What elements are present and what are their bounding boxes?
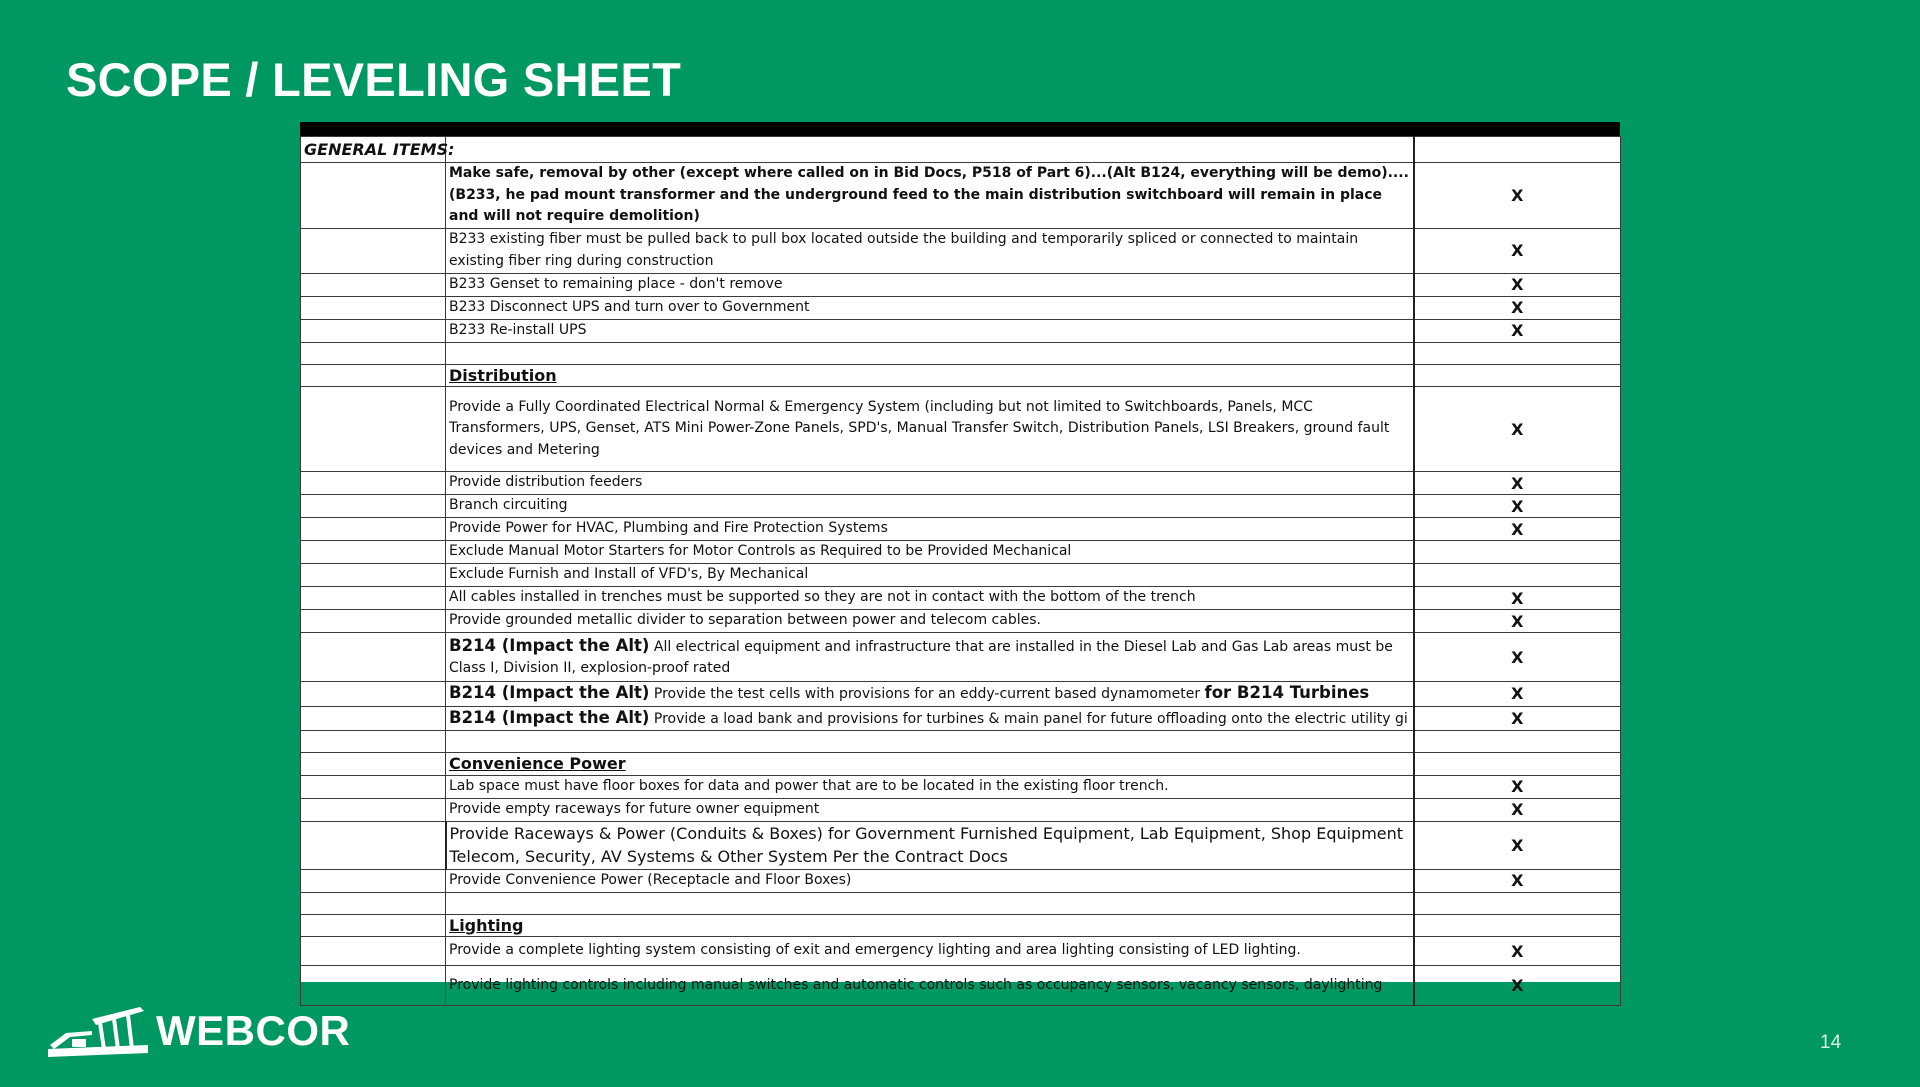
label-cell	[301, 892, 446, 914]
scope-mark	[1414, 564, 1621, 587]
table-row	[301, 798, 1621, 821]
table-row	[301, 319, 1621, 342]
scope-mark: X	[1414, 869, 1621, 892]
page-number: 14	[1820, 1032, 1842, 1053]
scope-description: Provide a Fully Coordinated Electrical Normal & Emergency System (including but not limited to Switchboards, Panels, MCC Transformers, UPS, Genset, ATS Mini Power-Zone Panels, SPD's, Manual Transfer Switch, Distribution Panels, LSI Breakers, ground fault devices and Metering	[446, 387, 1414, 472]
scope-mark: X	[1414, 966, 1621, 1006]
scope-description	[446, 706, 1414, 731]
scope-description: Branch circuiting	[446, 495, 1414, 518]
label-cell	[301, 273, 446, 296]
scope-mark	[1414, 892, 1621, 914]
scope-mark: X	[1414, 273, 1621, 296]
table-row	[301, 892, 1621, 914]
label-cell	[301, 518, 446, 541]
scope-description: Provide Convenience Power (Receptacle and Floor Boxes)	[446, 869, 1414, 892]
scope-mark: X	[1414, 706, 1621, 731]
table-row	[301, 937, 1621, 966]
webcor-logo	[48, 1005, 350, 1057]
scope-mark: X	[1414, 633, 1621, 682]
table-row	[301, 273, 1621, 296]
scope-description: Exclude Furnish and Install of VFD's, By Mechanical	[446, 564, 1414, 587]
table-row	[301, 228, 1621, 273]
scope-mark: X	[1414, 682, 1621, 707]
impact-text: Provide a load bank and provisions for turbines & main panel for future offloading onto the electric utility gi	[649, 710, 1408, 727]
label-cell	[301, 914, 446, 937]
section-heading: Lighting	[446, 914, 1414, 937]
impact-prefix: B214 (Impact the Alt)	[449, 683, 650, 702]
section-heading: Distribution	[446, 364, 1414, 387]
scope-mark: X	[1414, 937, 1621, 966]
table-row	[301, 387, 1621, 472]
scope-description: Exclude Manual Motor Starters for Motor Controls as Required to be Provided Mechanical	[446, 541, 1414, 564]
scope-mark	[1414, 541, 1621, 564]
general-items-label: GENERAL ITEMS:	[301, 137, 446, 163]
slide-title: SCOPE / LEVELING SHEET	[66, 53, 682, 106]
scope-description: Lab space must have floor boxes for data and power that are to be located in the existing floor trench.	[446, 775, 1414, 798]
scope-description: B233 Re-install UPS	[446, 319, 1414, 342]
header-row	[301, 137, 1621, 163]
label-cell	[301, 753, 446, 776]
scope-description: Provide distribution feeders	[446, 472, 1414, 495]
scope-description	[446, 633, 1414, 682]
label-cell	[301, 364, 446, 387]
scope-table	[300, 136, 1621, 1006]
table-row	[301, 364, 1621, 387]
label-cell	[301, 731, 446, 753]
table-row	[301, 753, 1621, 776]
scope-description: Provide empty raceways for future owner equipment	[446, 798, 1414, 821]
scope-description: Make safe, removal by other (except where called on in Bid Docs, P518 of Part 6)...(Alt B124, everything will be demo)....(B233, he pad mount transformer and the underground feed to the main distribution switchboard will remain in place and will not require demolition)	[446, 163, 1414, 229]
table-row	[301, 682, 1621, 707]
scope-mark: X	[1414, 163, 1621, 229]
impact-text: Provide the test cells with provisions for an eddy-current based dynamometer	[649, 686, 1205, 702]
scope-mark: X	[1414, 228, 1621, 273]
scope-mark: X	[1414, 319, 1621, 342]
label-cell	[301, 798, 446, 821]
scope-description	[446, 342, 1414, 364]
label-cell	[301, 610, 446, 633]
scope-description	[446, 682, 1414, 707]
label-cell	[301, 228, 446, 273]
scope-description: All cables installed in trenches must be supported so they are not in contact with the bottom of the trench	[446, 587, 1414, 610]
scope-description: Provide a complete lighting system consisting of exit and emergency lighting and area lighting consisting of LED lighting.	[446, 937, 1414, 966]
scope-mark	[1414, 914, 1621, 937]
table-row	[301, 914, 1621, 937]
scope-description: Provide Raceways & Power (Conduits & Boxes) for Government Furnished Equipment, Lab Equipment, Shop Equipment Telecom, Security, AV Systems & Other System Per the Contract Docs	[446, 821, 1414, 869]
section-heading: Convenience Power	[446, 753, 1414, 776]
table-row	[301, 541, 1621, 564]
table-row	[301, 296, 1621, 319]
scope-description: Provide grounded metallic divider to separation between power and telecom cables.	[446, 610, 1414, 633]
table-row	[301, 495, 1621, 518]
scope-mark: X	[1414, 387, 1621, 472]
label-cell	[301, 587, 446, 610]
label-cell	[301, 706, 446, 731]
scope-description: B233 existing fiber must be pulled back to pull box located outside the building and temporarily spliced or connected to maintain existing fiber ring during construction	[446, 228, 1414, 273]
scope-mark: X	[1414, 495, 1621, 518]
logo-wordmark: WEBCOR	[156, 1007, 351, 1054]
impact-prefix: B214 (Impact the Alt)	[449, 635, 650, 655]
scope-mark: X	[1414, 798, 1621, 821]
label-cell	[301, 937, 446, 966]
label-cell	[301, 821, 446, 869]
scope-mark: X	[1414, 587, 1621, 610]
scope-description: B233 Genset to remaining place - don't remove	[446, 273, 1414, 296]
scope-mark: X	[1414, 821, 1621, 869]
table-row	[301, 163, 1621, 229]
label-cell	[301, 319, 446, 342]
scope-mark	[1414, 753, 1621, 776]
table-row	[301, 587, 1621, 610]
scope-mark: X	[1414, 472, 1621, 495]
crane-logo-icon	[48, 1005, 152, 1057]
impact-text: All electrical equipment and infrastructure that are installed in the Diesel Lab and Gas Lab areas must be Class I, Division II, explosion-proof rated	[449, 638, 1393, 676]
scope-mark: X	[1414, 518, 1621, 541]
label-cell	[301, 342, 446, 364]
label-cell	[301, 495, 446, 518]
scope-description: Provide Power for HVAC, Plumbing and Fire Protection Systems	[446, 518, 1414, 541]
scope-mark	[1414, 364, 1621, 387]
table-row	[301, 564, 1621, 587]
scope-description: Provide lighting controls including manual switches and automatic controls such as occupancy sensors, vacancy sensors, daylighting	[446, 966, 1414, 1006]
table-row	[301, 610, 1621, 633]
impact-prefix: B214 (Impact the Alt)	[449, 707, 650, 727]
scope-description	[446, 731, 1414, 753]
table-row	[301, 706, 1621, 731]
label-cell	[301, 564, 446, 587]
table-row	[301, 731, 1621, 753]
label-cell	[301, 869, 446, 892]
label-cell	[301, 775, 446, 798]
table-row	[301, 518, 1621, 541]
sheet-header-bar	[300, 122, 1620, 136]
label-cell	[301, 682, 446, 707]
header-desc-cell	[446, 137, 1414, 163]
label-cell	[301, 633, 446, 682]
label-cell	[301, 966, 446, 1006]
label-cell	[301, 387, 446, 472]
label-cell	[301, 163, 446, 229]
table-row	[301, 821, 1621, 869]
impact-suffix: for B214 Turbines	[1204, 683, 1370, 702]
header-mark-cell	[1414, 137, 1621, 163]
label-cell	[301, 541, 446, 564]
table-row	[301, 869, 1621, 892]
scope-mark	[1414, 731, 1621, 753]
scope-sheet	[300, 122, 1620, 995]
label-cell	[301, 296, 446, 319]
label-cell	[301, 472, 446, 495]
scope-description: B233 Disconnect UPS and turn over to Government	[446, 296, 1414, 319]
scope-mark: X	[1414, 296, 1621, 319]
table-row	[301, 775, 1621, 798]
scope-mark: X	[1414, 775, 1621, 798]
table-row	[301, 966, 1621, 1006]
table-row	[301, 633, 1621, 682]
table-row	[301, 342, 1621, 364]
scope-mark	[1414, 342, 1621, 364]
scope-mark: X	[1414, 610, 1621, 633]
table-row	[301, 472, 1621, 495]
scope-description	[446, 892, 1414, 914]
